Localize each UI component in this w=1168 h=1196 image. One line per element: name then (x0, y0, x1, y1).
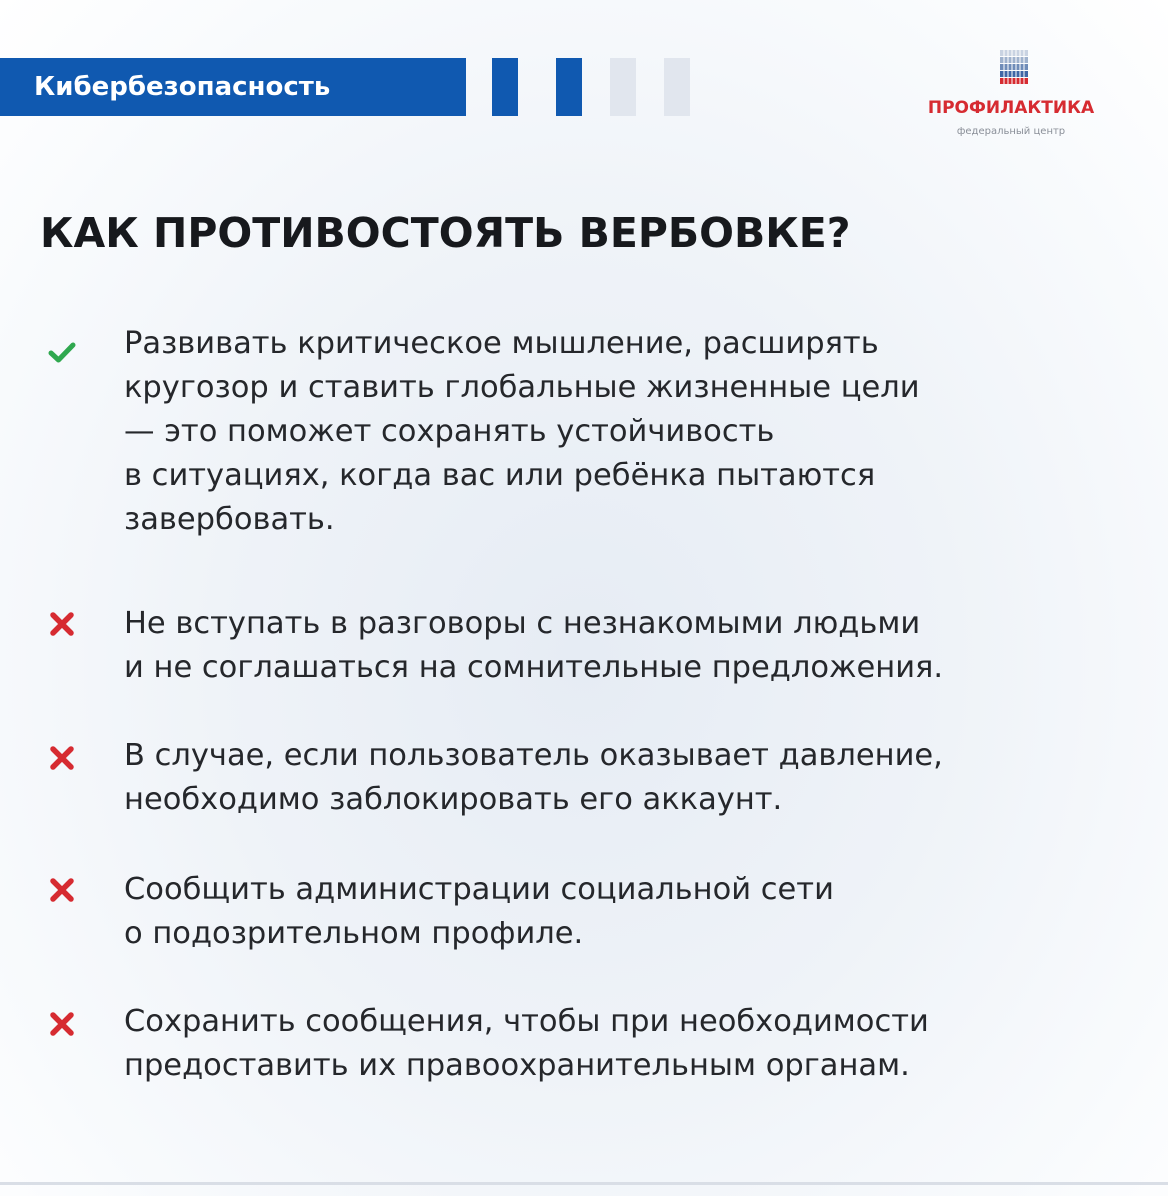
logo-emblem-icon (1000, 50, 1028, 84)
decor-block-4 (664, 58, 690, 116)
logo-subtitle: федеральный центр (956, 126, 1066, 137)
decor-block-1 (492, 58, 518, 116)
category-tag-label: Кибербезопасность (34, 72, 331, 102)
decor-block-2 (556, 58, 582, 116)
list-item-text: Не вступать в разговоры с незнакомыми людьми и не соглашаться на сомнительные предложения. (124, 606, 944, 685)
list-item-text: Сохранить сообщения, чтобы при необходимости предоставить их правоохранительным органам. (124, 1004, 929, 1083)
list-item-text: Сообщить администрации социальной сети о подозрительном профиле. (124, 872, 834, 951)
decor-block-3 (610, 58, 636, 116)
logo-name: ПРОФИЛАКТИКА (927, 98, 1095, 118)
list-item-text: Развивать критическое мышление, расширять кругозор и ставить глобальные жизненные цели — это поможет сохранять устойчивость в ситуациях, когда вас или ребёнка пытаются завербовать. (124, 326, 920, 537)
cross-icon (46, 608, 78, 640)
list-item-text: В случае, если пользователь оказывает давление, необходимо заблокировать его аккаунт. (124, 738, 943, 817)
cross-icon (46, 1008, 78, 1040)
page-title: КАК ПРОТИВОСТОЯТЬ ВЕРБОВКЕ? (40, 209, 851, 257)
cross-icon (46, 874, 78, 906)
cross-icon (46, 742, 78, 774)
check-icon (46, 336, 78, 368)
profilaktika-logo (900, 50, 1122, 146)
category-tag (0, 58, 466, 116)
bottom-divider (0, 1182, 1168, 1185)
